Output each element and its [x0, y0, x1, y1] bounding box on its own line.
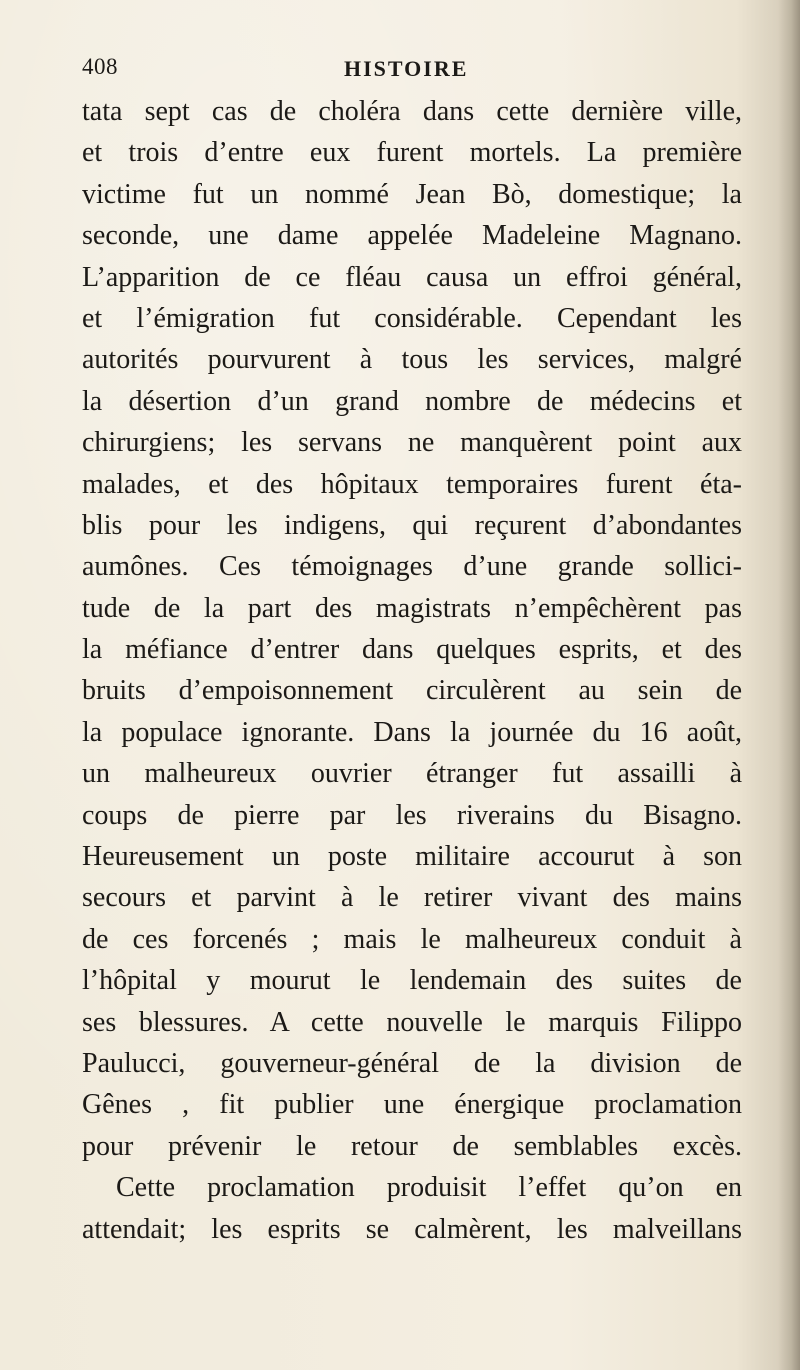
text-line: l’hôpital y mourut le lendemain des suites de	[82, 965, 742, 997]
text-line: blis pour les indigens, qui reçurent d’abondantes	[82, 509, 742, 541]
text-line: tata sept cas de choléra dans cette dernière ville,	[82, 96, 742, 127]
page-number: 408	[82, 54, 118, 79]
text-line: victime fut un nommé Jean Bò, domestique; la	[82, 178, 742, 210]
page-header	[82, 50, 732, 90]
text-line: de ces forcenés ; mais le malheureux conduit à	[82, 923, 742, 955]
text-line: un malheureux ouvrier étranger fut assailli à	[82, 758, 742, 790]
text-line: Paulucci, gouverneur-général de la division de	[82, 1047, 742, 1079]
text-line: Gênes , fit publier une énergique proclamation	[82, 1089, 742, 1121]
running-title: HISTOIRE	[344, 56, 469, 81]
paragraph-start-line: Cette proclamation produisit l’effet qu’on en	[116, 1172, 742, 1204]
text-line: la désertion d’un grand nombre de médecins et	[82, 385, 742, 417]
text-line: aumônes. Ces témoignages d’une grande sollici-	[82, 551, 742, 583]
text-line: tude de la part des magistrats n’empêchèrent pas	[82, 592, 742, 624]
page-edge-shadow	[778, 0, 800, 1370]
text-line: secours et parvint à le retirer vivant des mains	[82, 882, 742, 914]
text-line: malades, et des hôpitaux temporaires furent éta-	[82, 468, 742, 500]
text-line: bruits d’empoisonnement circulèrent au sein de	[82, 675, 742, 707]
text-line: chirurgiens; les servans ne manquèrent point aux	[82, 427, 742, 459]
text-line: L’apparition de ce fléau causa un effroi général,	[82, 261, 742, 293]
text-line: Heureusement un poste militaire accourut à son	[82, 841, 742, 873]
body-text	[82, 91, 742, 1250]
text-line: et l’émigration fut considérable. Cependant les	[82, 302, 742, 334]
text-line: ses blessures. A cette nouvelle le marquis Filippo	[82, 1006, 742, 1038]
text-line: attendait; les esprits se calmèrent, les malveillans	[82, 1213, 742, 1245]
text-line: la populace ignorante. Dans la journée du 16 août,	[82, 716, 742, 748]
text-line: la méfiance d’entrer dans quelques esprits, et des	[82, 634, 742, 666]
text-line: seconde, une dame appelée Madeleine Magnano.	[82, 220, 742, 252]
text-line: autorités pourvurent à tous les services, malgré	[82, 344, 742, 376]
text-line: et trois d’entre eux furent mortels. La première	[82, 137, 742, 169]
text-line: pour prévenir le retour de semblables excès.	[82, 1130, 742, 1162]
text-line: coups de pierre par les riverains du Bisagno.	[82, 799, 742, 831]
